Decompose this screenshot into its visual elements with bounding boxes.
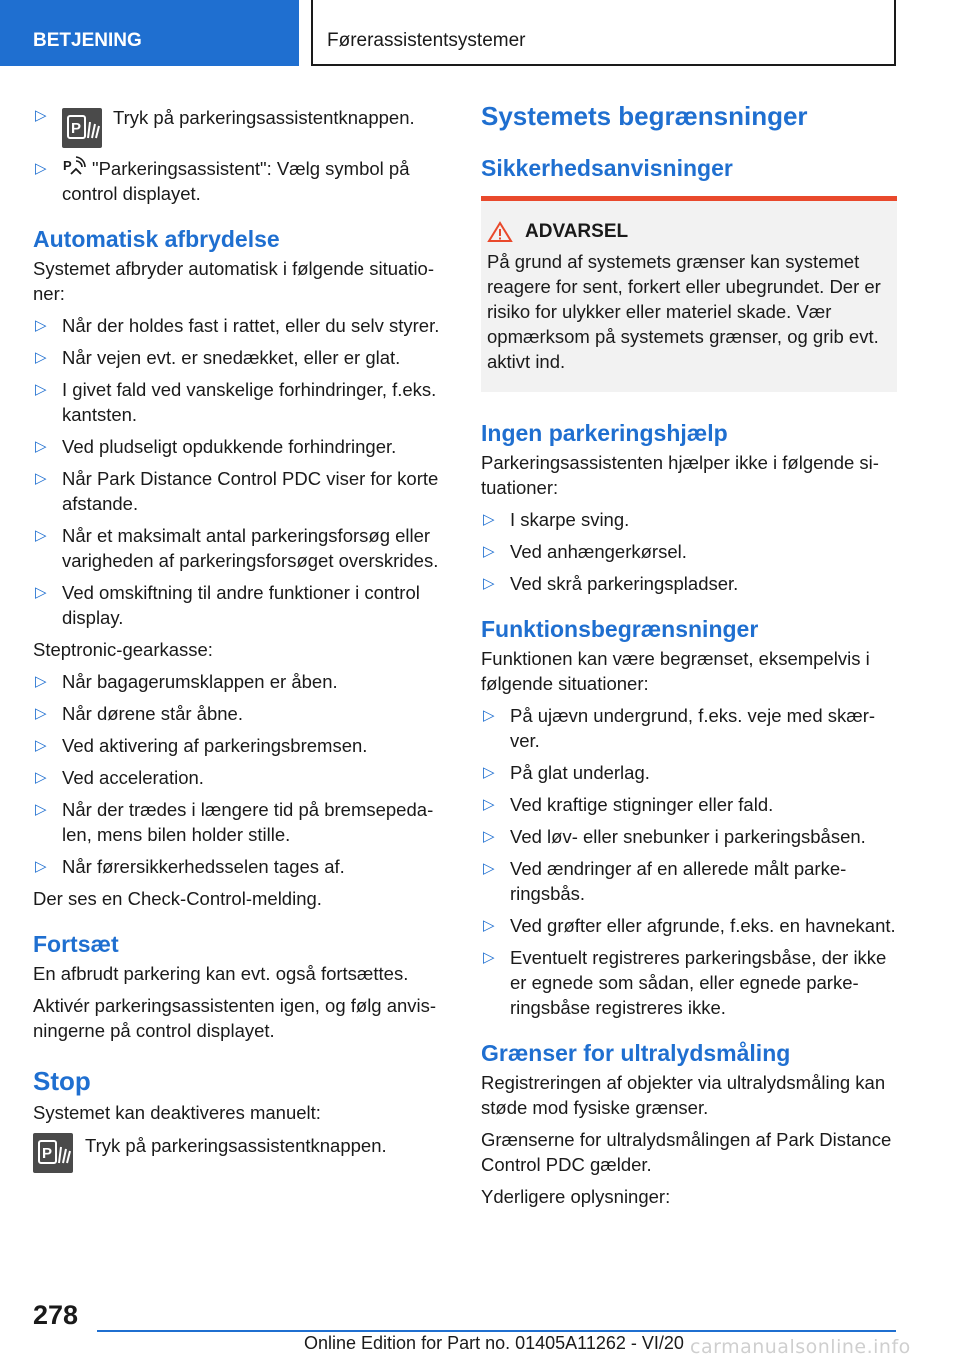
list-item: ▷ Ved aktivering af parkeringsbremsen.: [35, 735, 368, 756]
step-press-button: [33, 102, 449, 144]
limits-heading: Systemets begrænsninger: [481, 101, 808, 131]
topic-tab: Førerassistentsystemer: [311, 0, 896, 66]
step-press-button-text: Tryk på parkeringsassistentknappen.: [113, 107, 415, 128]
warning-label: ADVARSEL: [525, 221, 629, 242]
watermark: carmanualsonline.info: [690, 1336, 911, 1358]
left-column: [33, 102, 449, 1179]
list-item: ▷ På ujævn undergrund, f.eks. veje med skærver.: [483, 705, 876, 751]
no-parking-help-intro: Parkeringsassistenten hjælper ikke i følgende situationer:: [481, 452, 879, 498]
svg-text:P: P: [42, 1145, 53, 1162]
svg-text:P: P: [71, 120, 82, 137]
footer-edition: Online Edition for Part no. 01405A11262 - VI/20: [304, 1333, 684, 1353]
list-item: ▷ På glat underlag.: [483, 762, 650, 783]
list-item: ▷ Ved grøfter eller afgrunde, f.eks. en havnekant.: [483, 915, 896, 936]
function-limits-intro: Funktionen kan være begrænset, eksempelvis i følgende situationer:: [481, 648, 870, 694]
continue-paragraph-2: Aktivér parkeringsassistenten igen, og følg anvisningerne på control displayet.: [33, 995, 437, 1041]
auto-interrupt-list: [33, 313, 449, 630]
parking-assist-button-icon: [62, 108, 102, 148]
list-item: ▷ Ved løv- eller snebunker i parkeringsbåsen.: [483, 826, 866, 847]
ultrasound-paragraph-1: Registreringen af objekter via ultralydsmåling kan støde mod fysiske grænser.: [481, 1072, 886, 1118]
steptronic-list: [33, 669, 449, 879]
list-item: ▷ I skarpe sving.: [483, 509, 630, 530]
safety-subheading: Sikkerhedsanvisninger: [481, 155, 733, 181]
list-item: ▷ Når et maksimalt antal parkeringsforsøg eller varigheden af parkeringsforsøget overskrides.: [35, 525, 439, 571]
ultrasound-limits-heading: Grænser for ultralydsmåling: [481, 1040, 791, 1066]
steptronic-label: Steptronic-gearkasse:: [33, 639, 213, 660]
list-item: ▷ Når Park Distance Control PDC viser for korte afstande.: [35, 468, 439, 514]
list-item: ▷ Når bagagerumsklappen er åben.: [35, 671, 338, 692]
list-item: ▷ Ved omskiftning til andre funktioner i control display.: [35, 582, 420, 628]
list-item: ▷ Når der holdes fast i rattet, eller du selv styrer.: [35, 315, 440, 336]
list-item: ▷ Ved pludseligt opdukkende forhindringer.: [35, 436, 397, 457]
section-tab: BETJENING: [0, 0, 299, 66]
page-header: [0, 0, 960, 66]
list-item: ▷ Eventuelt registreres parkeringsbåse, der ikke er egnede som sådan, eller egnede parkeringsbåse registreres ikke.: [483, 947, 887, 1018]
list-item: ▷ I givet fald ved vanskelige forhindringer, f.eks. kantsten.: [35, 379, 437, 425]
auto-interrupt-heading: Automatisk afbrydelse: [33, 226, 280, 252]
stop-paragraph: Systemet kan deaktiveres manuelt:: [33, 1102, 321, 1123]
list-item: ▷ Ved kraftige stigninger eller fald.: [483, 794, 774, 815]
check-control-note: Der ses en Check-Control-melding.: [33, 888, 322, 909]
auto-interrupt-intro: Systemet afbryder automatisk i følgende situationer:: [33, 258, 435, 304]
stop-heading: Stop: [33, 1066, 91, 1096]
step-select-symbol-text: "Parkeringsassistent": Vælg symbol på control displayet.: [62, 158, 410, 204]
function-limits-heading: Funktionsbegrænsninger: [481, 616, 759, 642]
bullet-triangle-icon: ▷: [35, 107, 47, 124]
warning-header: [487, 221, 891, 243]
ultrasound-paragraph-2: Grænserne for ultralydsmålingen af Park Distance Control PDC gælder.: [481, 1129, 892, 1175]
list-item: ▷ Ved ændringer af en allerede målt parkeringsbås.: [483, 858, 847, 904]
list-item: ▷ Ved anhængerkørsel.: [483, 541, 687, 562]
parking-assist-symbol-icon: [62, 156, 86, 178]
stop-step: [33, 1133, 449, 1179]
list-item: ▷ Når vejen evt. er snedækket, eller er glat.: [35, 347, 401, 368]
bullet-triangle-icon: ▷: [35, 160, 47, 177]
function-limits-list: [481, 703, 897, 1020]
svg-text:P: P: [63, 158, 72, 173]
list-item: ▷ Når der trædes i længere tid på bremsepedalen, mens bilen holder stille.: [35, 799, 434, 845]
footer-divider: [97, 1330, 896, 1332]
no-parking-help-heading: Ingen parkeringshjælp: [481, 420, 728, 446]
list-item: ▷ Ved skrå parkeringspladser.: [483, 573, 739, 594]
list-item: ▷ Ved acceleration.: [35, 767, 204, 788]
stop-step-text: Tryk på parkeringsassistentknappen.: [85, 1135, 387, 1156]
step-select-symbol: [33, 156, 449, 206]
warning-box: [481, 196, 897, 392]
continue-heading: Fortsæt: [33, 931, 119, 957]
page-number: 278: [33, 1300, 79, 1330]
list-item: ▷ Når førersikkerhedsselen tages af.: [35, 856, 345, 877]
warning-text: På grund af systemets grænser kan systemet reagere for sent, forkert eller ubegrundet. Der er risiko for ulykker eller materiel skade. Vær opmærksom på systemets grænser, og grib evt. aktivt ind.: [487, 251, 881, 372]
list-item: ▷ Når dørene står åbne.: [35, 703, 243, 724]
right-column: [481, 100, 897, 1216]
warning-triangle-icon: [487, 221, 513, 243]
no-parking-help-list: [481, 507, 897, 596]
parking-assist-button-icon: [33, 1133, 73, 1173]
ultrasound-paragraph-3: Yderligere oplysninger:: [481, 1186, 671, 1207]
continue-paragraph-1: En afbrudt parkering kan evt. også fortsættes.: [33, 963, 409, 984]
